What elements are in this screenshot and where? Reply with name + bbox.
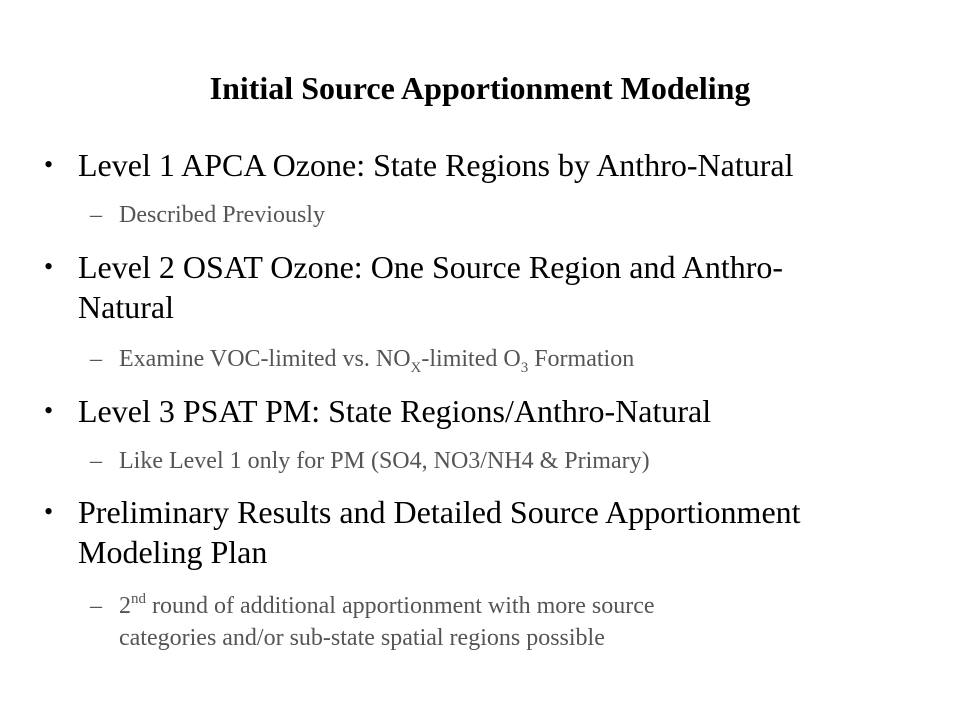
sub-text-line2: categories and/or sub-state spatial regions possible	[119, 625, 605, 651]
sub-dash: –	[90, 346, 102, 372]
bullet-text-line2: Modeling Plan	[78, 534, 268, 570]
sub-text-part3: Formation	[528, 346, 635, 372]
bullet-text-line1: Level 2 OSAT Ozone: One Source Region and Anthro-	[78, 249, 784, 285]
sub-text	[119, 590, 870, 654]
sub-text-part1: Examine VOC-limited vs. NO	[119, 346, 411, 372]
slide-title: Initial Source Apportionment Modeling	[209, 70, 751, 106]
bullet-dot: •	[44, 150, 54, 179]
bullet-text: Level 3 PSAT PM: State Regions/Anthro-Natural	[78, 393, 712, 429]
sub-text	[119, 343, 870, 375]
bullet-dot: •	[44, 497, 54, 526]
sub-text-line1: round of additional apportionment with more source	[146, 593, 655, 619]
superscript-nd: nd	[131, 591, 146, 607]
sub-dash: –	[90, 202, 102, 228]
sub-text-num: 2	[119, 593, 131, 619]
bullet-text	[78, 247, 924, 327]
bullet-text-line1: Preliminary Results and Detailed Source Apportionment	[78, 494, 801, 530]
sub-text: Like Level 1 only for PM (SO4, NO3/NH4 & Primary)	[119, 448, 650, 474]
sub-text-part2: -limited O	[421, 346, 521, 372]
bullet-text: Level 1 APCA Ozone: State Regions by Anthro-Natural	[78, 147, 794, 183]
subscript-x: X	[410, 360, 422, 376]
sub-text: Described Previously	[119, 202, 325, 228]
bullet-text	[78, 492, 924, 572]
sub-dash: –	[90, 448, 102, 474]
bullet-text-line2: Natural	[78, 289, 174, 325]
bullet-dot: •	[44, 396, 54, 425]
subscript-3: 3	[520, 360, 529, 376]
bullet-dot: •	[44, 252, 54, 281]
sub-dash: –	[90, 593, 102, 619]
